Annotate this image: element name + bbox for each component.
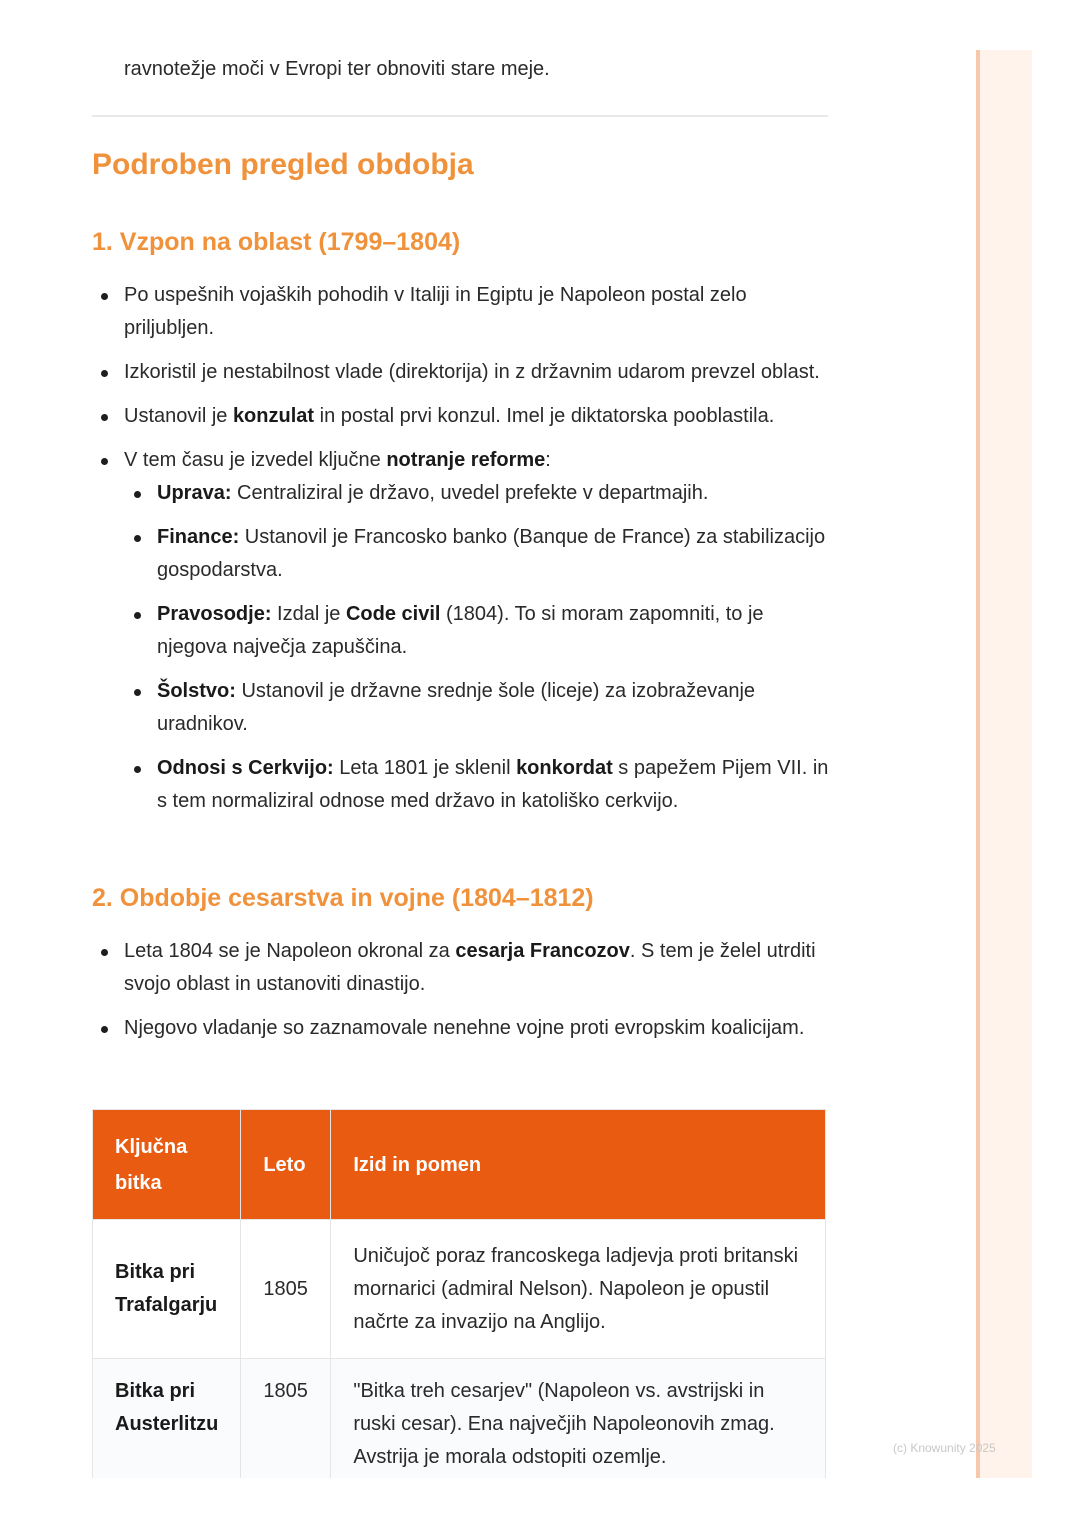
list-item: Ustanovil je konzulat in postal prvi konzul. Imel je diktatorska pooblastila. [92,400,832,433]
part1-title: 1. Vzpon na oblast (1799–1804) [92,228,461,256]
cell-outcome: Uničujoč poraz francoskega ladjevja proti britanski mornarici (admiral Nelson). Napoleon je opustil načrte za invazijo na Anglijo. [331,1220,826,1359]
divider [92,115,828,117]
header-year: Leto [241,1110,331,1220]
cell-outcome: "Bitka treh cesarjev" (Napoleon vs. avstrijski in ruski cesar). Ena največjih Napoleonovih zmag. Avstrija je morala odstopiti ozemlje. [331,1359,826,1479]
header-outcome: Izid in pomen [331,1110,826,1220]
section-title: Podroben pregled obdobja [92,148,474,181]
header-battle: Ključna bitka [93,1110,241,1220]
part2-list [92,935,832,1056]
reforms-list [124,477,832,818]
list-item: Po uspešnih vojaških pohodih v Italiji in Egiptu je Napoleon postal zelo priljubljen. [92,279,832,345]
reform-item: Pravosodje: Izdal je Code civil (1804). To si moram zapomniti, to je njegova največja zapuščina. [124,598,832,664]
table-header-row [93,1110,826,1220]
list-item: Leta 1804 se je Napoleon okronal za cesarja Francozov. S tem je želel utrditi svojo oblast in ustanoviti dinastijo. [92,935,832,1001]
list-item: V tem času je izvedel ključne notranje reforme: Uprava: Centraliziral je državo, uvedel prefekte v departmajih. Finance: Ustanovil je Francosko banko (Banque de France) za stabilizacijo gospodarstva. Pravosodje: Izdal je Code civil (1804). To si moram zapomniti, to je njegova največja zapuščina. Šolstvo: Ustanovil je državne srednje šole (liceje) za izobraževanje uradnikov. Odnosi s Cerkvijo: Leta 1801 je sklenil konkordat s papežem Pijem VII. in s tem normaliziral odnose med državo in katoliško cerkvijo. [92,444,832,818]
reform-item: Odnosi s Cerkvijo: Leta 1801 je sklenil konkordat s papežem Pijem VII. in s tem normaliziral odnose med državo in katoliško cerkvijo. [124,752,832,818]
battles-table [92,1109,826,1478]
cell-battle: Bitka pri Trafalgarju [93,1220,241,1359]
part1-list [92,279,832,829]
side-panel [976,50,1032,1478]
table-clip [90,1100,830,1478]
watermark: (c) Knowunity 2025 [893,1441,996,1455]
cell-battle: Bitka pri Austerlitzu [93,1359,241,1479]
cell-year: 1805 [241,1220,331,1359]
cell-year: 1805 [241,1359,331,1479]
reform-item: Uprava: Centraliziral je državo, uvedel prefekte v departmajih. [124,477,832,510]
reform-item: Finance: Ustanovil je Francosko banko (Banque de France) za stabilizacijo gospodarstva. [124,521,832,587]
reform-item: Šolstvo: Ustanovil je državne srednje šole (liceje) za izobraževanje uradnikov. [124,675,832,741]
list-item: Izkoristil je nestabilnost vlade (direktorija) in z državnim udarom prevzel oblast. [92,356,832,389]
table-row [93,1359,826,1479]
list-item: Njegovo vladanje so zaznamovale nenehne vojne proti evropskim koalicijam. [92,1012,832,1045]
part2-title: 2. Obdobje cesarstva in vojne (1804–1812) [92,884,594,912]
table-row [93,1220,826,1359]
lead-text: ravnotežje moči v Evropi ter obnoviti stare meje. [124,58,550,80]
